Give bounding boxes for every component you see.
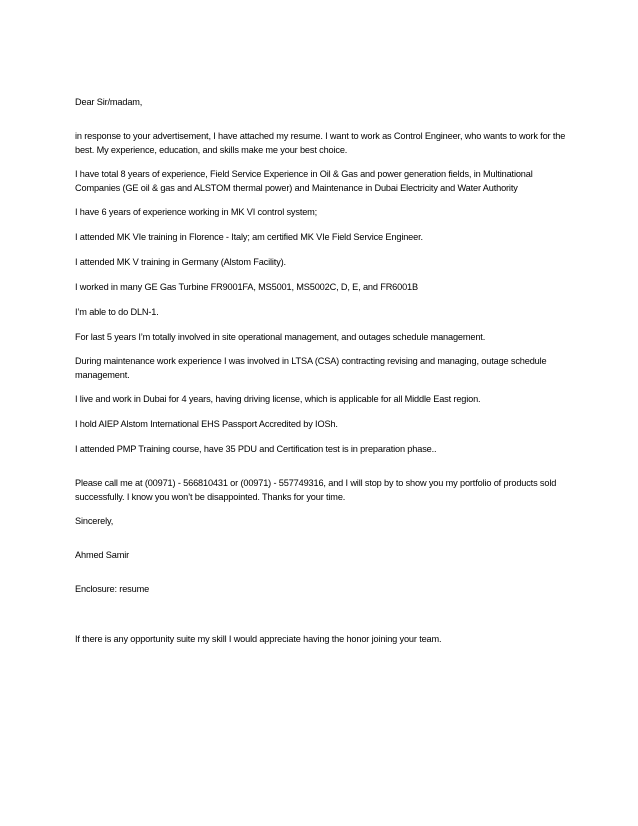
paragraph-experience: I have total 8 years of experience, Field Service Experience in Oil & Gas and power generation fields, in Multinational Companies (GE oil & gas and ALSTOM thermal power) and Maintenance in Dubai Electricity and Water Authority	[75, 169, 533, 193]
paragraph-mk-vi: I have 6 years of experience working in MK VI control system;	[75, 207, 318, 217]
paragraph-pmp: I attended PMP Training course, have 35 PDU and Certification test is in preparation phase..	[75, 444, 437, 454]
paragraph-site-management: For last 5 years I’m totally involved in site operational management, and outages schedule management.	[75, 332, 486, 342]
paragraph-intro: in response to your advertisement, I have attached my resume. I want to work as Control Engineer, who wants to work for the best. My experience, education, and skills make me your best choice.	[75, 131, 566, 155]
closing: Sincerely,	[75, 516, 114, 526]
contact-paragraph: Please call me at (00971) - 566810431 or (00971) - 557749316, and I will stop by to show you my portfolio of products sold successfully. I know you won’t be disappointed. Thanks for your time.	[75, 478, 557, 502]
postscript: If there is any opportunity suite my skill I would appreciate having the honor joining your team.	[75, 634, 442, 644]
paragraph-gas-turbines: I worked in many GE Gas Turbine FR9001FA, MS5001, MS5002C, D, E, and FR6001B	[75, 282, 418, 292]
paragraph-dln: I’m able to do DLN-1.	[75, 307, 159, 317]
paragraph-mk-v: I attended MK V training in Germany (Alstom Facility).	[75, 257, 286, 267]
enclosure: Enclosure: resume	[75, 584, 150, 594]
salutation: Dear Sir/madam,	[75, 97, 143, 107]
signature-name: Ahmed Samir	[75, 550, 130, 560]
paragraph-ehs: I hold AIEP Alstom International EHS Passport Accredited by IOSh.	[75, 419, 338, 429]
cover-letter	[75, 95, 575, 646]
paragraph-ltsa: During maintenance work experience I was involved in LTSA (CSA) contracting revising and managing, outage schedule management.	[75, 356, 547, 380]
paragraph-dubai: I live and work in Dubai for 4 years, having driving license, which is applicable for all Middle East region.	[75, 394, 481, 404]
paragraph-mk-vie: I attended MK VIe training in Florence - Italy; am certified MK VIe Field Service Engineer.	[75, 232, 423, 242]
